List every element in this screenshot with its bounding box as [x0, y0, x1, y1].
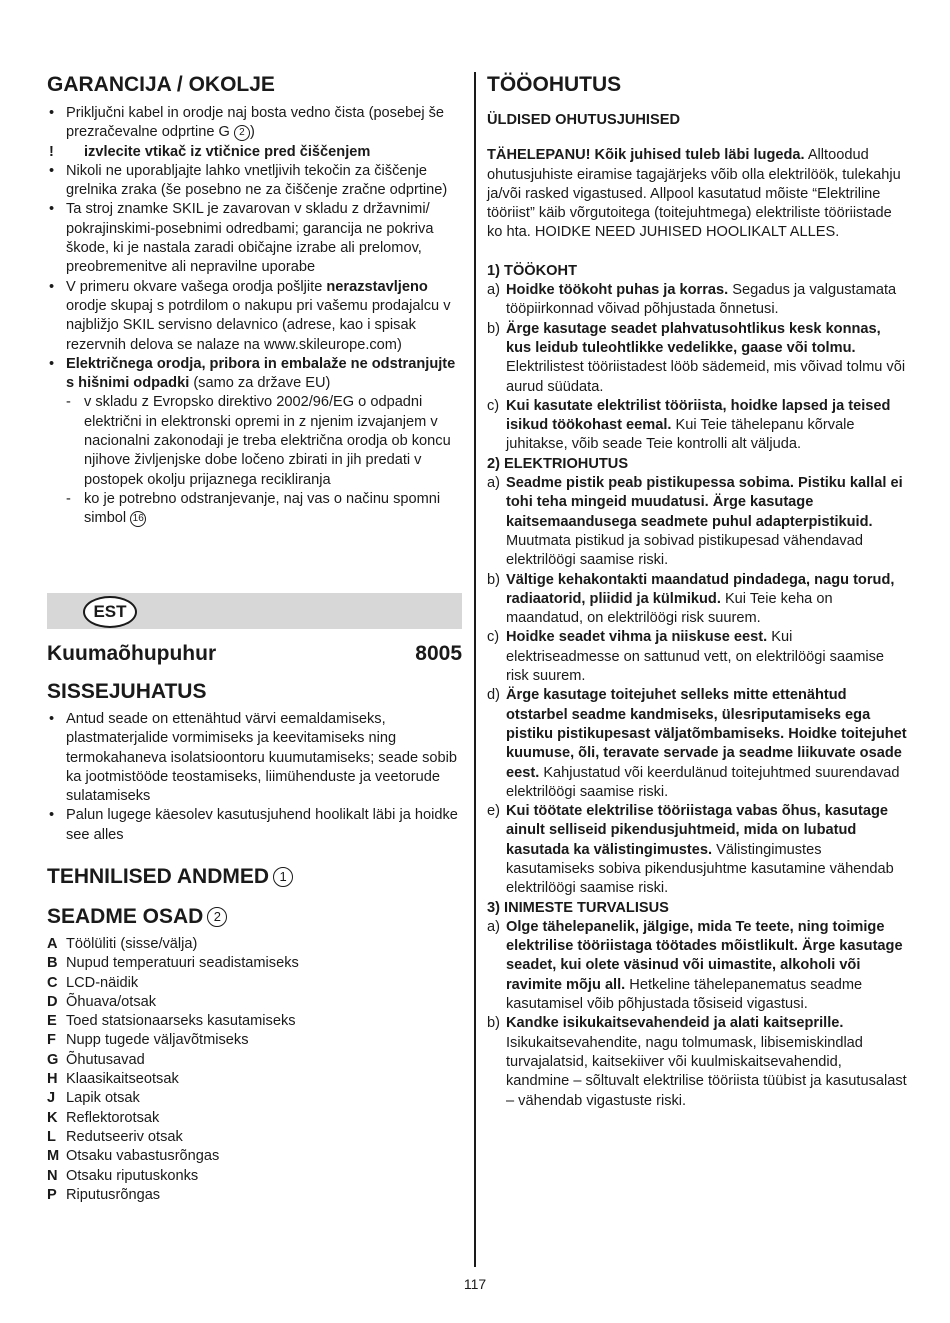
parts-list	[47, 935, 462, 1205]
safety-item: a) Seadme pistik peab pistikupessa sobima. Pistiku kallal ei tohi teha mingeid muudatusi. Ärge kasutage kaitsemaandusega seadmete puhul adapterpistikuid. Muutmata pistikud ja sobivad pistikupesad vähendavad elektrilöögi saamise riski.	[487, 475, 903, 569]
part-label: Töölüliti (sisse/välja)	[66, 936, 198, 952]
part-label: Riputusrõngas	[66, 1186, 161, 1203]
ref-circle-icon: 2	[207, 907, 227, 927]
part-label: Õhuava/otsak	[66, 993, 157, 1010]
part-label: Reflektorotsak	[66, 1109, 160, 1126]
intro-section	[47, 679, 462, 845]
list-item: • Palun lugege käesolev kasutusjuhend hoolikalt läbi ja hoidke see alles	[47, 806, 462, 845]
part-item	[47, 1070, 462, 1089]
garancija-list	[47, 104, 462, 143]
part-key: E	[47, 1013, 57, 1030]
part-item	[47, 1186, 462, 1205]
safety-item: a) Hoidke töökoht puhas ja korras. Segadus ja valgustamata tööpiirkonnad võivad põhjustada õnnetusi.	[487, 282, 897, 318]
list-item: • Električnega orodja, pribora in embalaže ne odstranjujte s hišnimi odpadki (samo za države EU)	[47, 355, 462, 394]
list-item: • Ta stroj znamke SKIL je zavarovan v skladu z državnimi/ pokrajinskimi-posebnimi odredbami; garancija ne pokriva škode, ki je nastala zaradi običajne izrabe ali prelomov, preobremenitve ali nepravilne uporabe	[47, 200, 462, 277]
section-title: 2) ELEKTRIOHUTUS	[487, 455, 629, 472]
part-key: M	[47, 1148, 60, 1165]
part-key: A	[47, 936, 58, 952]
part-label: Otsaku vabastusrõngas	[66, 1148, 220, 1165]
column-divider	[474, 72, 476, 1267]
page-number: 117	[463, 1276, 487, 1292]
left-column-top	[47, 72, 462, 529]
part-key: J	[47, 1090, 56, 1107]
intro-list	[47, 710, 462, 845]
right-column	[487, 72, 907, 1111]
part-label: Lapik otsak	[66, 1090, 140, 1107]
part-item	[47, 1089, 462, 1108]
list-item: • Nikoli ne uporabljajte lahko vnetljivih tekočin za čiščenje grelnika zraka (še posebno ne za čiščenje zračne odprtine)	[47, 162, 462, 201]
part-key: B	[47, 955, 58, 972]
section-2-list	[487, 474, 907, 899]
part-key: K	[47, 1109, 58, 1126]
safety-item: c) Kui kasutate elektrilist tööriista, hoidke lapsed ja teised isikud töökohast eemal. Kui Teie tähelepanu kõrvale juhitakse, võib seade Teie kontrolli alt väljuda.	[487, 397, 891, 453]
product-code: 8005	[415, 642, 462, 665]
ref-circle-icon: 2	[234, 125, 250, 141]
part-label: LCD-näidik	[66, 974, 139, 991]
warning-note: ! izvlecite vtikač iz vtičnice pred čiščenjem	[49, 143, 371, 160]
garancija-title: GARANCIJA / OKOLJE	[47, 73, 275, 96]
safety-item: a) Olge tähelepanelik, jälgige, mida Te teete, ning toimige elektrilise tööriistaga töötades mõistlikult. Ärge kasutage seadet, kui olete väsinud või uimastite, alkoholi või ravimite mõju all. Hetkeline tähelepanematus seadme kasutamisel võib põhjustada tõsiseid vigastusi.	[487, 918, 903, 1013]
intro-title: SISSEJUHATUS	[47, 680, 207, 703]
parts-heading	[47, 904, 462, 930]
part-key: C	[47, 974, 58, 991]
list-item: • Priključni kabel in orodje naj bosta vedno čista (posebej še prezračevalne odprtine G 2 )	[47, 104, 462, 143]
safety-item: b) Vältige kehakontakti maandatud pindadega, nagu torud, radiaatorid, pliidid ja külmikud. Kui Teie keha on maandatud, on elektrilöögi risk suurem.	[487, 571, 895, 627]
part-key: F	[47, 1032, 56, 1049]
garancija-list-cont	[47, 162, 462, 394]
part-item	[47, 1012, 462, 1031]
section-1-list	[487, 281, 907, 455]
part-label: Toed statsionaarseks kasutamiseks	[66, 1013, 296, 1030]
part-key: L	[47, 1128, 56, 1145]
part-item	[47, 1167, 462, 1186]
part-item	[47, 993, 462, 1012]
list-item: • Antud seade on ettenähtud värvi eemaldamiseks, plastmaterjalide vormimiseks ja keevitamiseks ning termokahaneva isolatsioontoru kuumutamiseks; seade sobib ka jootmistööde teostamiseks, liimühenduste ja veetorude sulatamiseks	[47, 710, 462, 806]
part-label: Nupp tugede väljavõtmiseks	[66, 1032, 249, 1049]
part-label: Otsaku riputuskonks	[66, 1167, 199, 1184]
ref-circle-icon: 1	[273, 867, 293, 887]
product-name: Kuumaõhupuhur	[47, 642, 217, 665]
part-item	[47, 974, 462, 993]
tech-section	[47, 864, 462, 890]
product-header	[47, 641, 462, 667]
part-label: Nupud temperatuuri seadistamiseks	[66, 955, 299, 972]
part-item	[47, 954, 462, 973]
part-label: Redutseeriv otsak	[66, 1128, 183, 1145]
section-title: 1) TÖÖKOHT	[487, 262, 577, 279]
part-key: N	[47, 1167, 58, 1184]
general-heading: ÜLDISED OHUTUSJUHISED	[487, 112, 680, 128]
safety-item: c) Hoidke seadet vihma ja niiskuse eest. Kui elektriseadmesse on sattunud vett, on elektrilöögi saamise risk suurem.	[487, 629, 885, 685]
list-item: • V primeru okvare vašega orodja pošljite nerazstavljeno orodje skupaj s potrdilom o nakupu pri vašemu prodajalcu v najbližjo SKIL servisno delavnico (adrese, kao i spisak rezervnih delova se nalaze na www.skileurope.com)	[47, 278, 462, 355]
tech-title: TEHNILISED ANDMED 1	[47, 864, 462, 890]
parts-title: SEADME OSAD 2	[47, 904, 462, 930]
part-item	[47, 1147, 462, 1166]
disposal-dash-list	[47, 393, 462, 528]
part-key: D	[47, 993, 58, 1010]
part-key: P	[47, 1186, 57, 1203]
part-item	[47, 935, 462, 954]
language-badge: EST	[83, 596, 137, 628]
section-title: 3) INIMESTE TURVALISUS	[487, 899, 669, 916]
language-band	[47, 593, 462, 629]
part-item	[47, 1051, 462, 1070]
safety-item: b) Ärge kasutage seadet plahvatusohtlikus kesk konnas, kus leidub tuleohtlikke vedelikke, gaase või tolmu. Elektrilistest tööriistadest lööb sädemeid, mis võivad tolmu või aurud süüdata.	[487, 320, 906, 395]
section-3-list	[487, 918, 907, 1111]
dash-item: - v skladu z Evropsko direktivo 2002/96/EG o odpadni električni in elektronski opremi in z njenim izvajanjem v nacionalni zakonodaji je treba električna orodja ob koncu njihove življenjske dobe ločeno zbirati in jih predati v postopek okolju prijaznega recikliranja	[47, 393, 462, 489]
part-key: H	[47, 1071, 58, 1088]
part-label: Õhutusavad	[66, 1051, 145, 1068]
safety-item: e) Kui töötate elektrilise tööriistaga vabas õhus, kasutage ainult selliseid pikendusjuhtmeid, mida on lubatud kasutada ka välistingimustes. Välistingimustes kasutamiseks sobiva pikendusjuhtme kasutamine vähendab elektrilöögi saamise riski.	[487, 803, 894, 897]
part-item	[47, 1128, 462, 1147]
attention-paragraph: TÄHELEPANU! Kõik juhised tuleb läbi lugeda. Alltoodud ohutusjuhiste eiramise tagajärjeks võib olla elektrilöök, tulekahju ja/või rasked vigastused. Allpool kasutatud mõiste “Elektriline tööriist” käib võrgutoitega (toitejuhtmega) elektriliste tööriistade ko hta. HOIDKE NEED JUHISED HOOLIKALT ALLES.	[487, 147, 901, 241]
part-item	[47, 1109, 462, 1128]
part-item	[47, 1031, 462, 1050]
safety-item: d) Ärge kasutage toitejuhet selleks mitte ettenähtud otstarbel seadme kandmiseks, ülesriputamiseks ega pistiku pistikupesast väljatõmbamiseks. Hoidke toitejuhet kuumuse, õli, teravate servade ja seadme liikuvate osade eest. Kahjustatud või keerdulänud toitejuhtmed suurendavad elektrilöögi saamise riski.	[487, 687, 907, 800]
part-key: G	[47, 1051, 59, 1068]
dash-item: - ko je potrebno odstranjevanje, naj vas o načinu spomni simbol 16	[47, 490, 462, 529]
part-label: Klaasikaitseotsak	[66, 1071, 179, 1088]
safety-title: TÖÖOHUTUS	[487, 73, 622, 96]
ref-circle-icon: 16	[130, 511, 146, 527]
safety-item: b) Kandke isikukaitsevahendeid ja alati kaitseprille. Isikukaitsevahendite, nagu tolmumask, libisemiskindlad turvajalatsid, kaitsekiiver või kuulmiskaitsevahendid, kandmine – sõltuvalt elektrilise tööriista tüübist ja kasutusalast – vähendab vigastuste riski.	[487, 1015, 907, 1109]
